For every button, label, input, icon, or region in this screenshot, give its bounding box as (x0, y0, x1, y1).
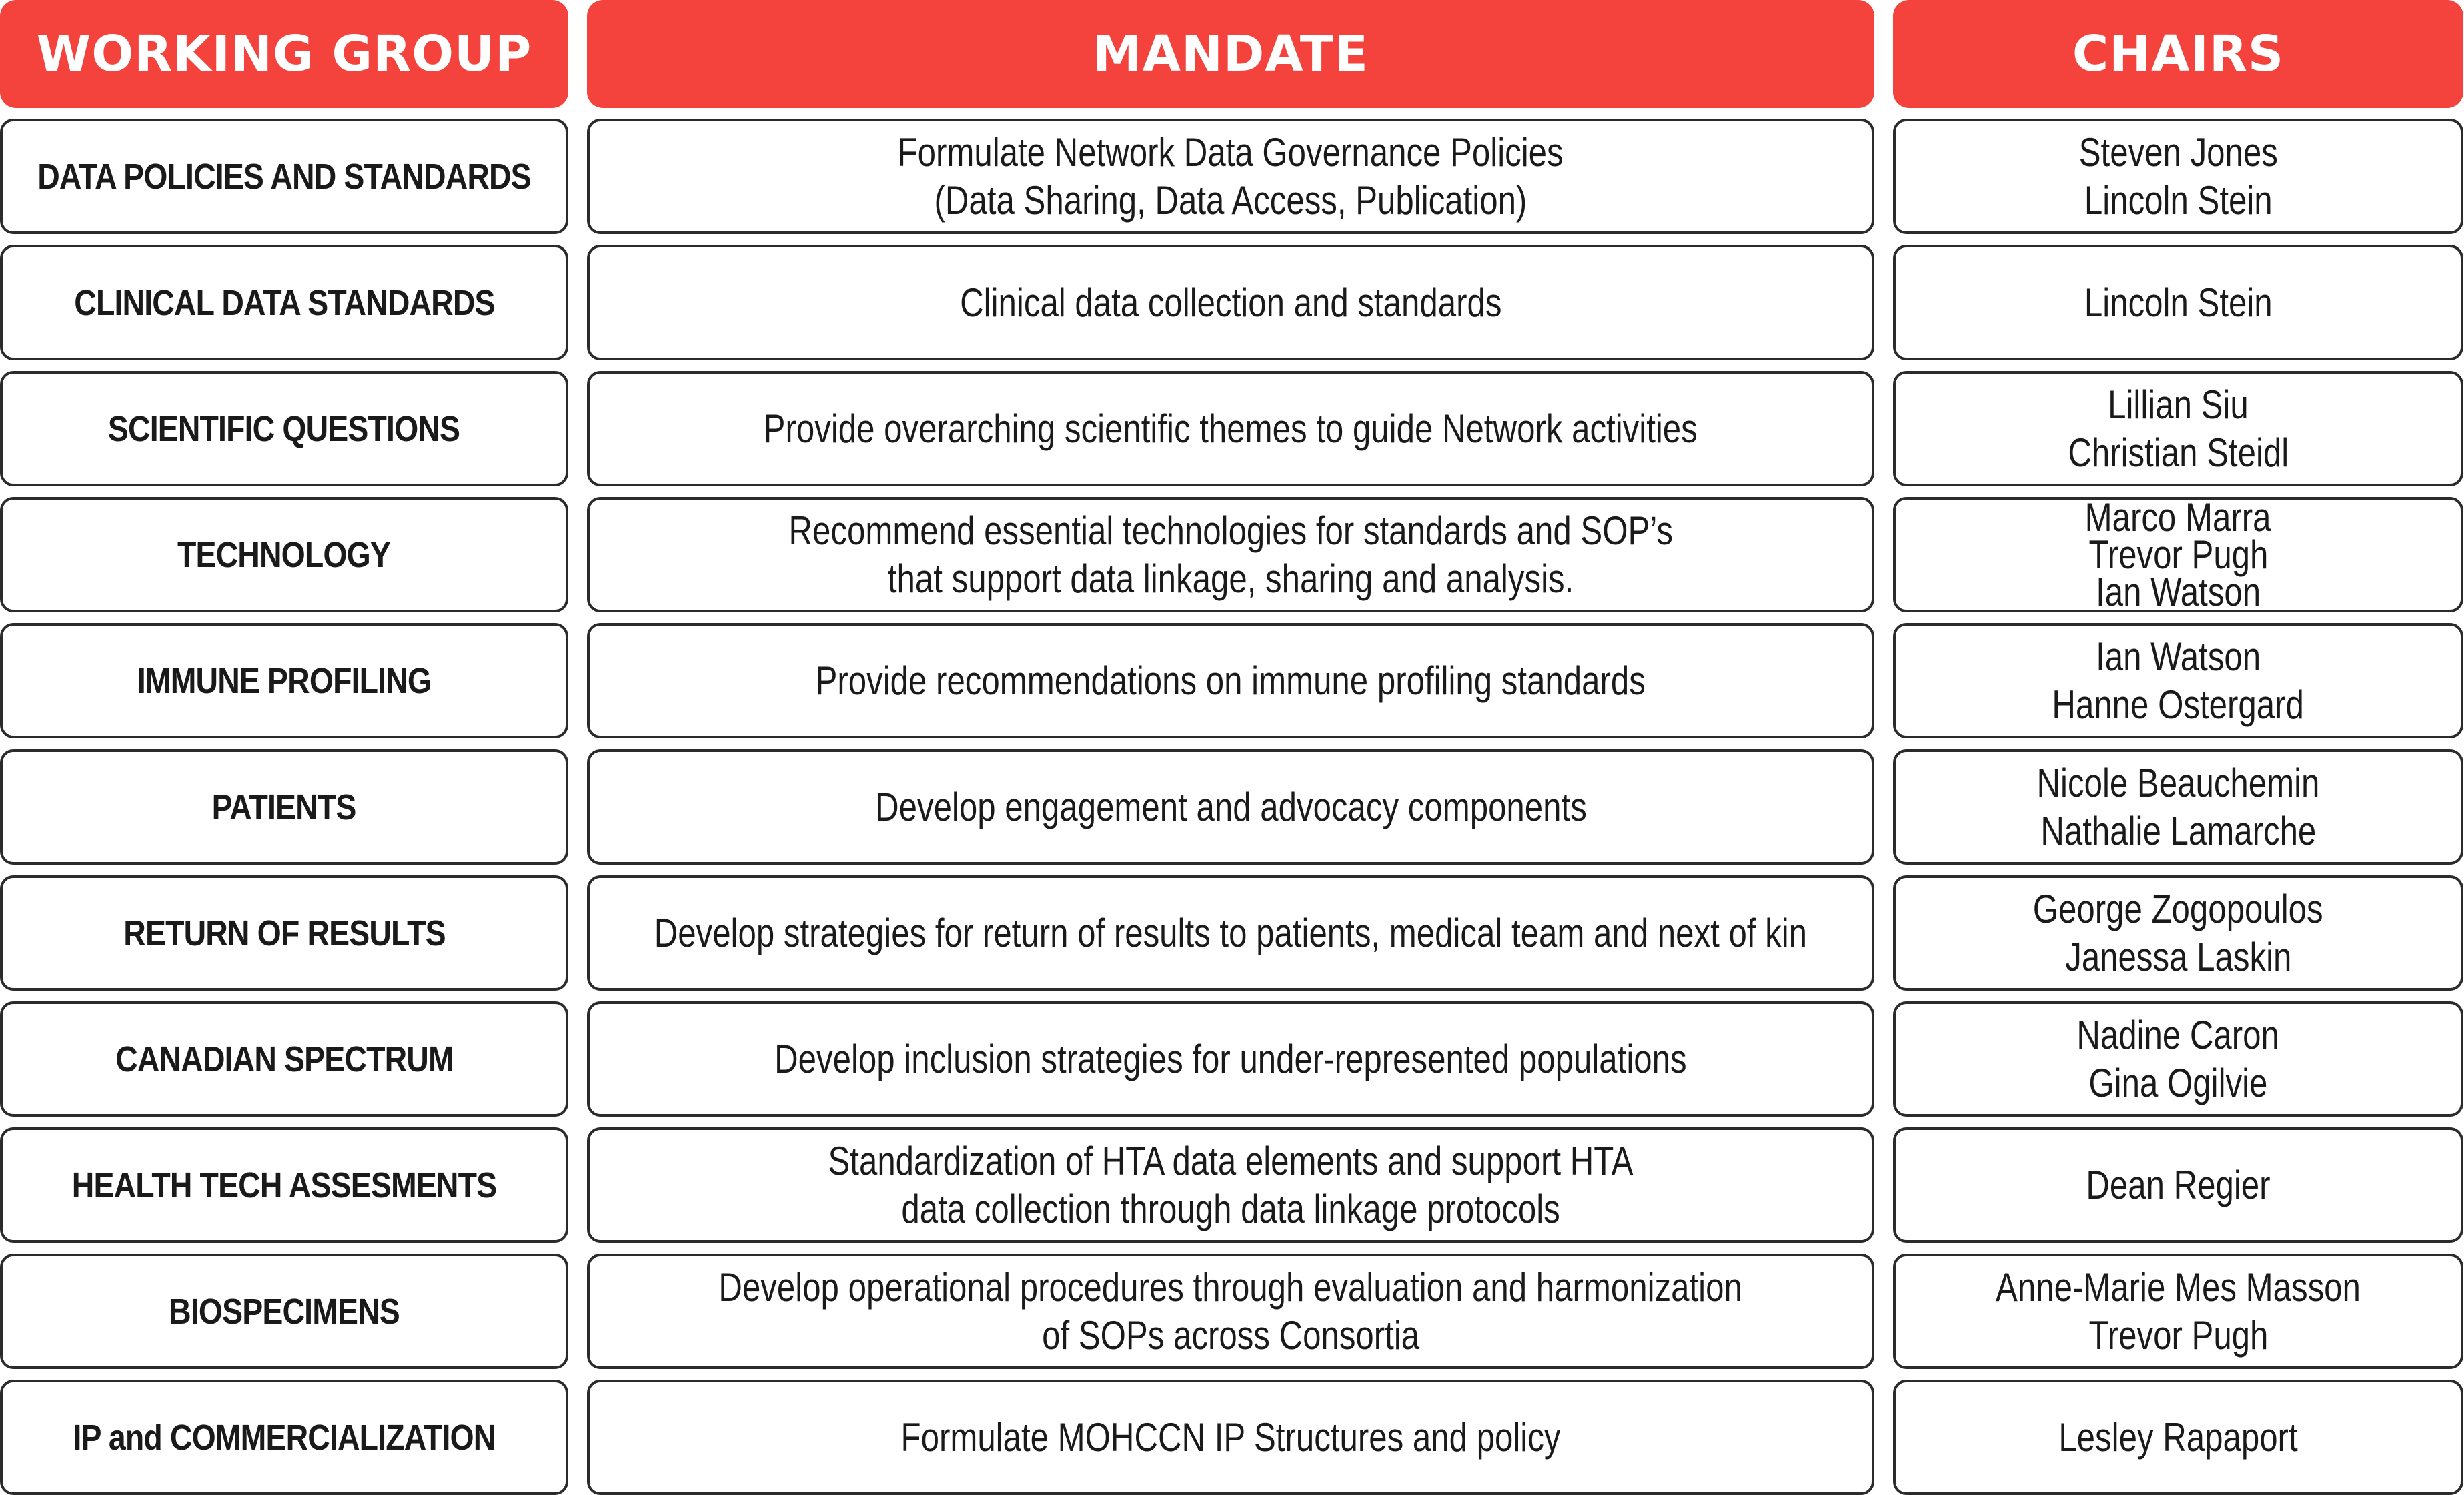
working-group-label: HEALTH TECH ASSESMENTS (71, 1165, 497, 1205)
chair-name: Steven Jones (2078, 129, 2278, 175)
chair-name: Gina Ogilvie (2088, 1060, 2268, 1105)
working-group-name (0, 119, 568, 234)
header-working-group: WORKING GROUP (0, 0, 568, 108)
working-group-label: IMMUNE PROFILING (137, 660, 432, 701)
chair-name: Marco Marra (2085, 497, 2271, 540)
mandate-cell (587, 1127, 1874, 1243)
chair-name: Lincoln Stein (2084, 280, 2273, 325)
working-group-label: SCIENTIFIC QUESTIONS (108, 408, 460, 449)
mandate-line: Develop operational procedures through evaluation and harmonization (718, 1264, 1743, 1310)
mandate-line: Recommend essential technologies for standards and SOP’s (788, 508, 1673, 553)
chairs-cell (1893, 749, 2463, 865)
chair-name: Lincoln Stein (2084, 177, 2273, 223)
mandate-line: (Data Sharing, Data Access, Publication) (934, 177, 1527, 223)
chairs-cell (1893, 623, 2463, 738)
working-group-label: DATA POLICIES AND STANDARDS (37, 156, 531, 197)
working-group-label: BIOSPECIMENS (169, 1291, 400, 1332)
chair-name: Trevor Pugh (2088, 532, 2268, 577)
working-group-label: CLINICAL DATA STANDARDS (73, 282, 495, 323)
chair-name: Nicole Beauchemin (2036, 760, 2320, 805)
mandate-line: Develop engagement and advocacy components (874, 784, 1587, 829)
mandate-line: Develop strategies for return of results to patients, medical team and next of kin (654, 910, 1808, 955)
mandate-line: Provide recommendations on immune profiling standards (815, 658, 1646, 703)
header-mandate: MANDATE (587, 0, 1874, 108)
mandate-cell (587, 623, 1874, 738)
chairs-cell (1893, 119, 2463, 234)
working-group-name (0, 623, 568, 738)
mandate-cell (587, 875, 1874, 991)
mandate-line: Formulate Network Data Governance Policies (897, 129, 1564, 175)
working-group-name (0, 1001, 568, 1117)
working-group-name (0, 371, 568, 486)
mandate-cell (587, 1380, 1874, 1495)
mandate-line: Clinical data collection and standards (959, 280, 1502, 325)
working-group-name (0, 749, 568, 865)
mandate-line: Develop inclusion strategies for under-represented populations (774, 1036, 1687, 1081)
chairs-cell (1893, 497, 2463, 612)
mandate-line: Formulate MOHCCN IP Structures and policy (900, 1414, 1561, 1460)
chairs-cell (1893, 1127, 2463, 1243)
chair-name: Ian Watson (2095, 569, 2261, 612)
mandate-cell (587, 119, 1874, 234)
mandate-cell (587, 497, 1874, 612)
working-group-name (0, 1254, 568, 1369)
chair-name: Nadine Caron (2076, 1012, 2280, 1057)
mandate-cell (587, 749, 1874, 865)
mandate-line: Standardization of HTA data elements and support HTA (828, 1138, 1634, 1183)
working-group-label: TECHNOLOGY (177, 534, 391, 575)
chair-name: Anne-Marie Mes Masson (1996, 1264, 2361, 1310)
working-group-label: PATIENTS (212, 787, 356, 827)
chair-name: Dean Regier (2086, 1162, 2271, 1207)
header-chairs: CHAIRS (1893, 0, 2463, 108)
working-group-label: IP and COMMERCIALIZATION (73, 1417, 496, 1458)
chairs-cell (1893, 1380, 2463, 1495)
chair-name: Trevor Pugh (2088, 1312, 2268, 1358)
working-group-label: CANADIAN SPECTRUM (115, 1039, 454, 1079)
mandate-line: data collection through data linkage protocols (901, 1186, 1560, 1231)
working-group-name (0, 1127, 568, 1243)
chair-name: Christian Steidl (2068, 430, 2289, 475)
chair-name: Lillian Siu (2108, 382, 2249, 427)
mandate-cell (587, 1001, 1874, 1117)
working-group-label: RETURN OF RESULTS (123, 913, 446, 953)
chair-name: Hanne Ostergard (2052, 682, 2305, 727)
chairs-cell (1893, 1001, 2463, 1117)
chair-name: Lesley Rapaport (2058, 1414, 2298, 1460)
mandate-line: of SOPs across Consortia (1041, 1312, 1420, 1358)
chair-name: Nathalie Lamarche (2040, 808, 2316, 853)
working-group-name (0, 875, 568, 991)
working-group-name (0, 497, 568, 612)
mandate-line: Provide overarching scientific themes to guide Network activities (763, 406, 1698, 451)
chairs-cell (1893, 245, 2463, 360)
mandate-cell (587, 371, 1874, 486)
chairs-cell (1893, 371, 2463, 486)
working-group-name (0, 245, 568, 360)
chair-name: Janessa Laskin (2064, 934, 2292, 979)
chair-name: Ian Watson (2095, 634, 2261, 679)
mandate-cell (587, 1254, 1874, 1369)
mandate-line: that support data linkage, sharing and analysis. (887, 556, 1574, 601)
chair-name: George Zogopoulos (2033, 886, 2323, 931)
working-group-name (0, 1380, 568, 1495)
chairs-cell (1893, 875, 2463, 991)
mandate-cell (587, 245, 1874, 360)
chairs-cell (1893, 1254, 2463, 1369)
